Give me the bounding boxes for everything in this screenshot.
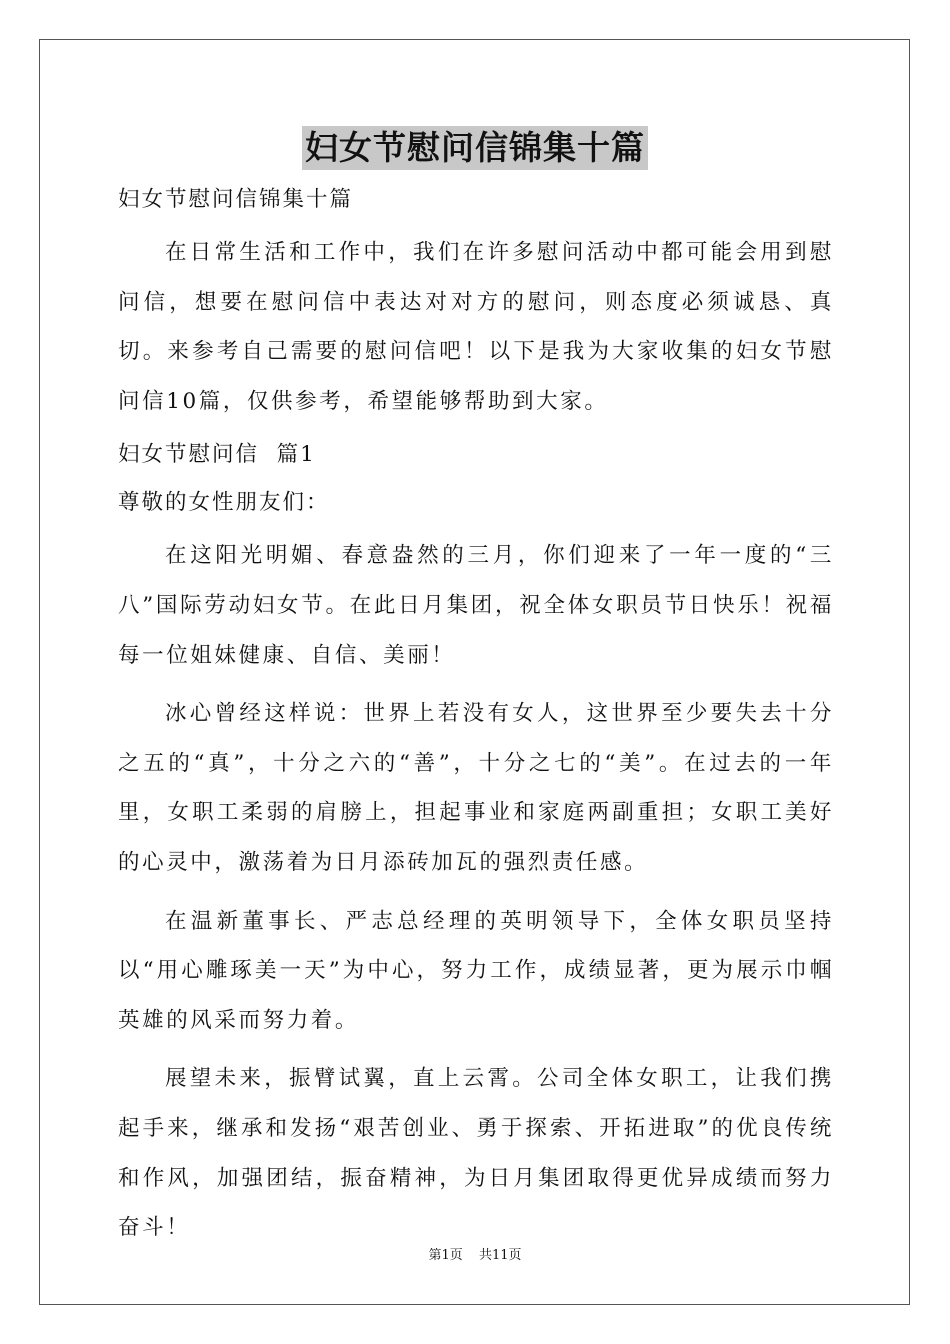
document-subtitle: 妇女节慰问信锦集十篇 (118, 187, 354, 212)
document-title: 妇女节慰问信锦集十篇 (302, 126, 648, 170)
page-number: 第1页 (428, 1248, 463, 1263)
page-footer (0, 1246, 950, 1266)
body-paragraph-3: 在温新董事长、严志总经理的英明领导下，全体女职员坚持以“用心雕琢美一天”为中心，努力工作，成绩显著，更为展示巾帼英雄的风采而努力着。 (118, 908, 834, 1033)
title-wrap (0, 126, 950, 170)
section-heading: 妇女节慰问信 篇1 (118, 442, 316, 468)
page-total: 共11页 (478, 1248, 522, 1263)
body-paragraph-1: 在这阳光明媚、春意盎然的三月，你们迎来了一年一度的“三八”国际劳动妇女节。在此日月集团，祝全体女职员节日快乐！祝福每一位姐妹健康、自信、美丽！ (118, 543, 834, 668)
body-paragraph-2: 冰心曾经这样说：世界上若没有女人，这世界至少要失去十分之五的“真”，十分之六的“善”，十分之七的“美”。在过去的一年里，女职工柔弱的肩膀上，担起事业和家庭两副重担；女职工美好的心灵中，激荡着为日月添砖加瓦的强烈责任感。 (118, 701, 834, 875)
body-paragraph-4: 展望未来，振臂试翼，直上云霄。公司全体女职工，让我们携起手来，继承和发扬“艰苦创业、勇于探索、开拓进取”的优良传统和作风，加强团结，振奋精神，为日月集团取得更优异成绩而努力奋斗！ (118, 1066, 834, 1241)
document-body (118, 180, 834, 1253)
salutation: 尊敬的女性朋友们： (118, 490, 330, 516)
intro-paragraph: 在日常生活和工作中，我们在许多慰问活动中都可能会用到慰问信，想要在慰问信中表达对对方的慰问，则态度必须诚恳、真切。来参考自己需要的慰问信吧！以下是我为大家收集的妇女节慰问信10篇，仅供参考，希望能够帮助到大家。 (118, 240, 834, 414)
